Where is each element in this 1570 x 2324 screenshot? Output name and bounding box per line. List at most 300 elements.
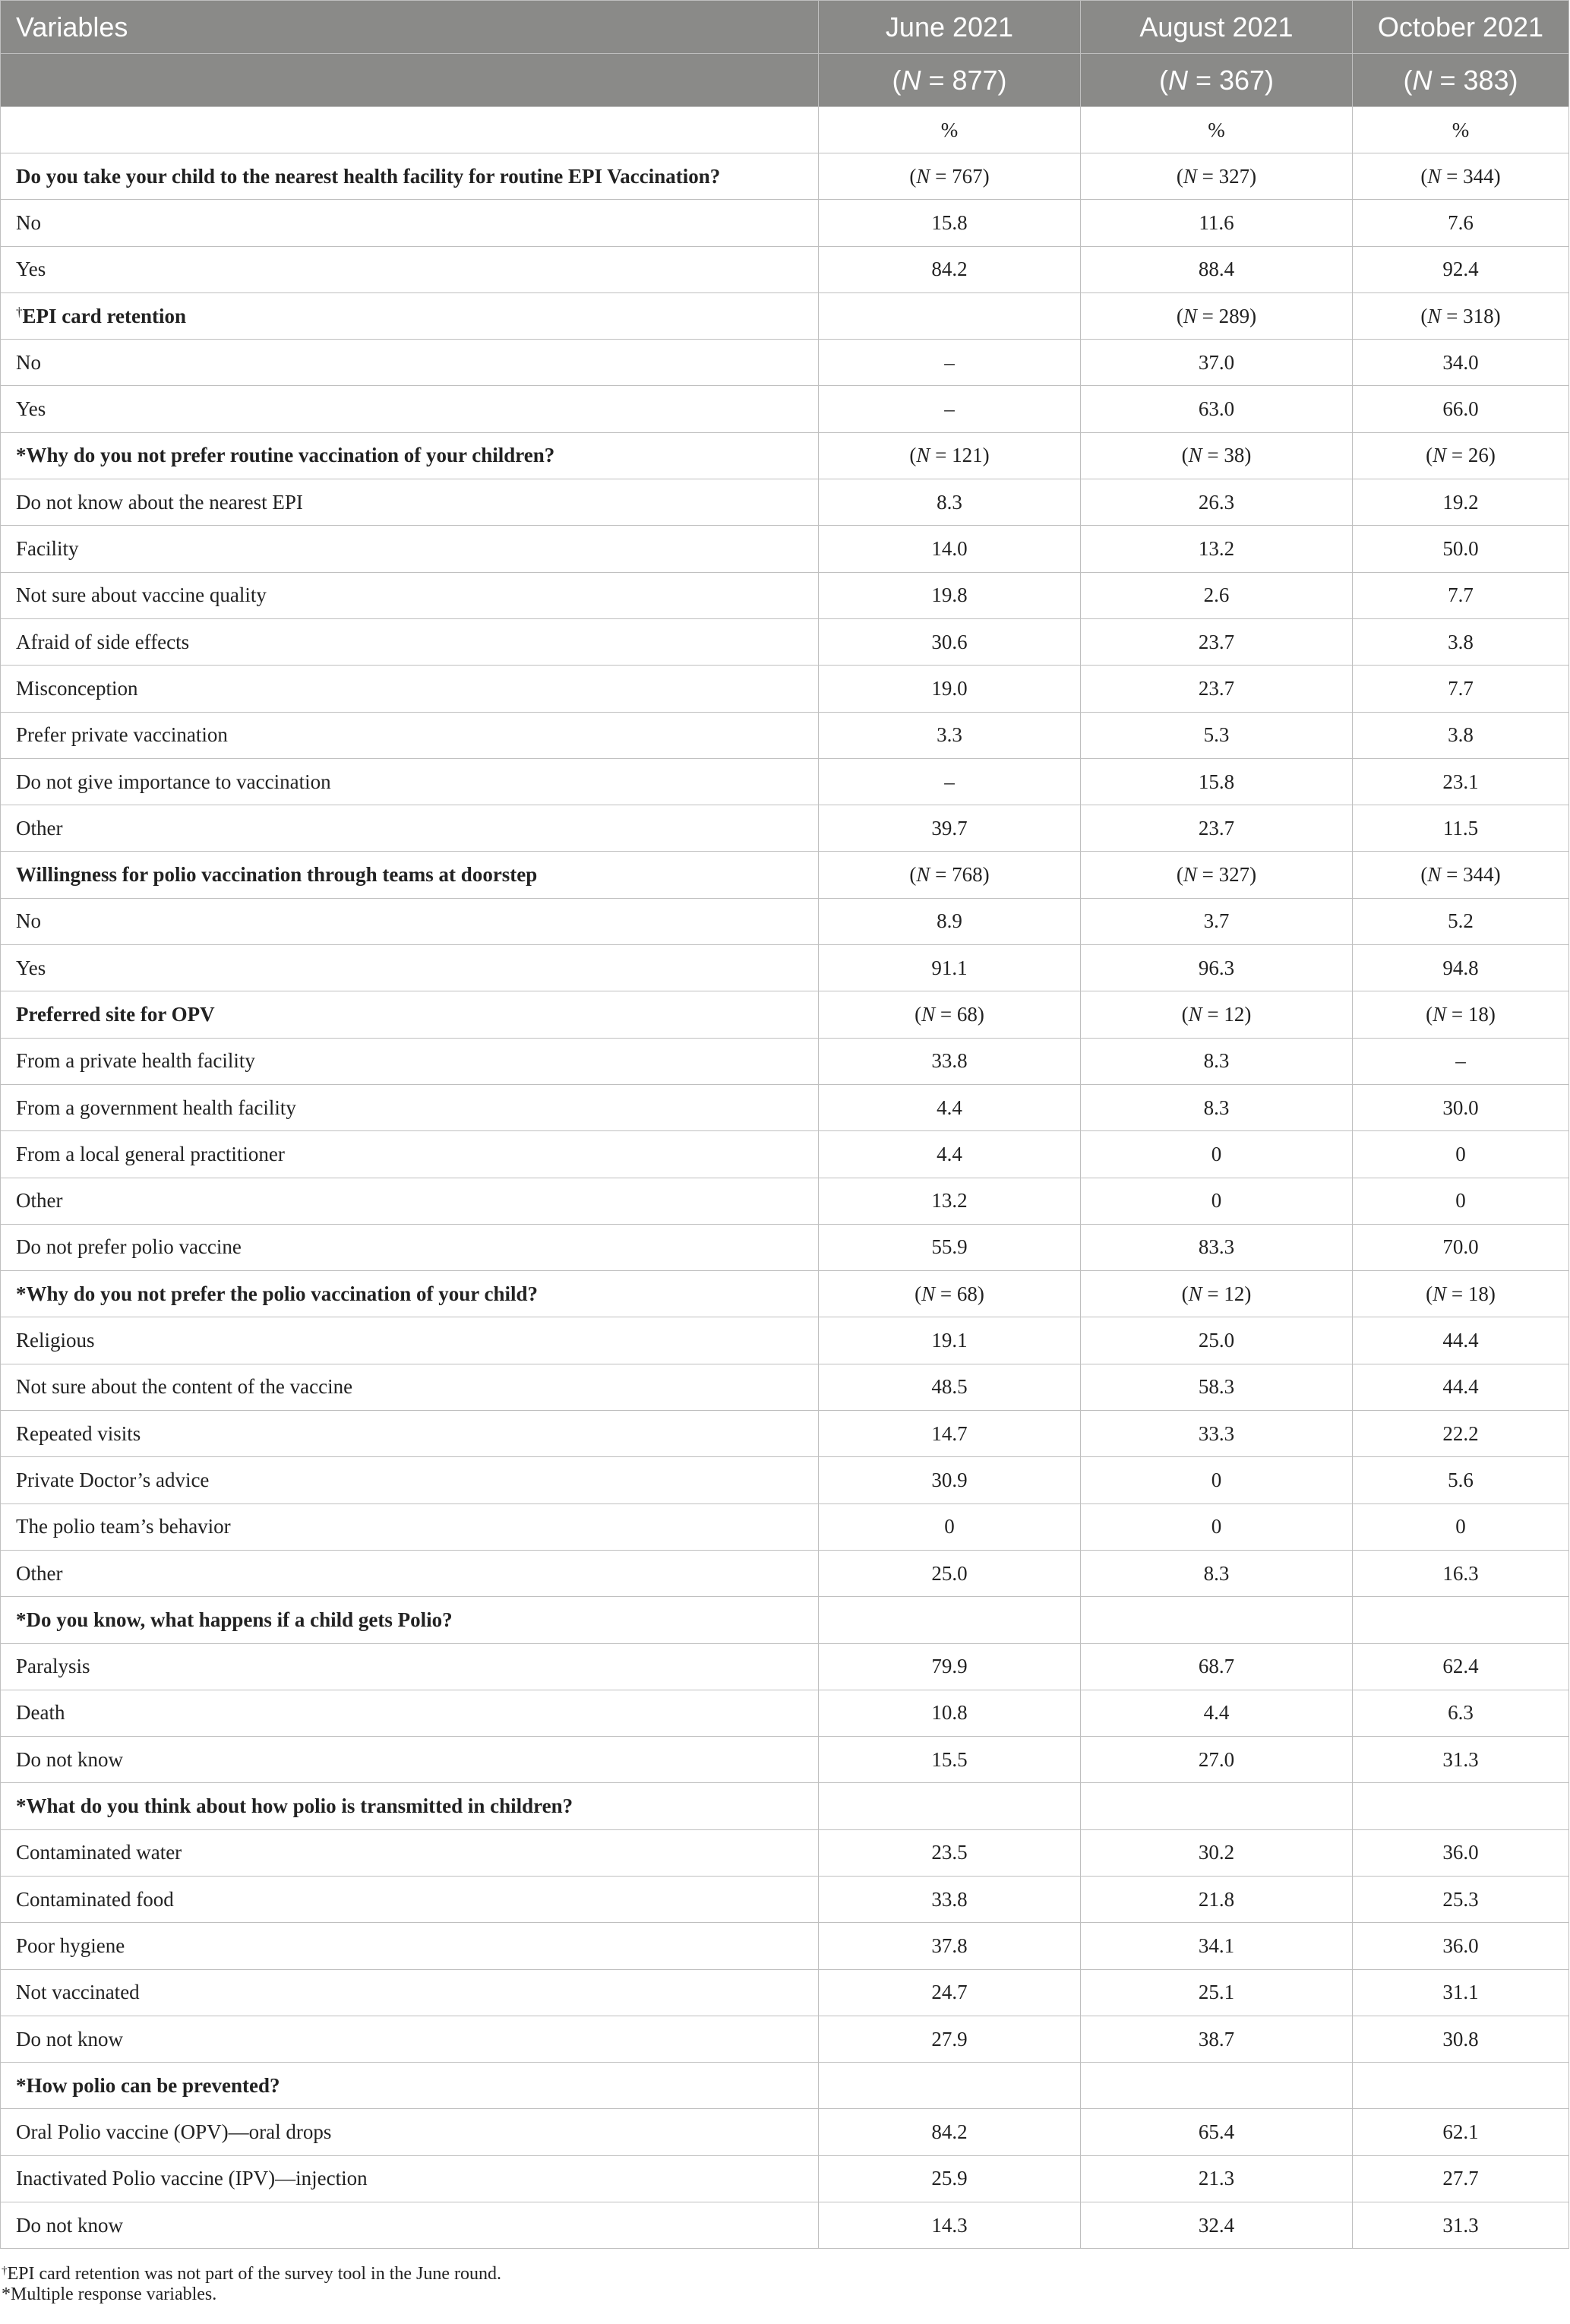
- value-cell-october: 31.3: [1353, 1737, 1569, 1783]
- table-row: [1, 618, 1569, 665]
- value-cell-august: 8.3: [1081, 1550, 1353, 1596]
- section-row: [1, 432, 1569, 479]
- row-label-text: Do not give importance to vaccination: [16, 770, 331, 793]
- value-cell-august: 33.3: [1081, 1411, 1353, 1457]
- row-label-text: Religious: [16, 1329, 95, 1352]
- value-cell-june: 25.9: [819, 2155, 1081, 2202]
- value-cell-october: 22.2: [1353, 1411, 1569, 1457]
- table-row: [1, 1364, 1569, 1410]
- sample-size-cell-june: (N = 121): [819, 432, 1081, 479]
- n-value: 12: [1224, 1282, 1245, 1305]
- n-value: 18: [1467, 1002, 1489, 1026]
- table-body: [1, 107, 1569, 2249]
- row-label: [1, 1923, 819, 1969]
- sample-size-cell-october: [1353, 1597, 1569, 1643]
- n-symbol: N: [1183, 863, 1197, 887]
- row-label-text: *Do you know, what happens if a child gets Polio?: [16, 1608, 453, 1631]
- n-value: 318: [1463, 304, 1494, 327]
- row-label-text: Other: [16, 1189, 63, 1213]
- value-cell-june: 37.8: [819, 1923, 1081, 1969]
- value-cell-june: 55.9: [819, 1224, 1081, 1270]
- table-row: [1, 200, 1569, 246]
- row-label: [1, 1364, 819, 1410]
- value-cell-june: 14.7: [819, 1411, 1081, 1457]
- value-cell-october: 30.8: [1353, 2016, 1569, 2062]
- value-cell-october: 50.0: [1353, 526, 1569, 572]
- value-cell-june: 0: [819, 1503, 1081, 1550]
- row-label: [1, 1690, 819, 1736]
- value-cell-august: 26.3: [1081, 479, 1353, 526]
- section-row: [1, 1271, 1569, 1317]
- table-row: [1, 1131, 1569, 1178]
- section-row: [1, 2063, 1569, 2109]
- row-label-text: Misconception: [16, 676, 138, 700]
- value-cell-august: 34.1: [1081, 1923, 1353, 1969]
- section-row: [1, 991, 1569, 1038]
- value-cell-june: 39.7: [819, 805, 1081, 852]
- row-label: [1, 1084, 819, 1130]
- table-row: [1, 898, 1569, 944]
- value-cell-october: 62.1: [1353, 2109, 1569, 2155]
- unit-cell-august: %: [1081, 107, 1353, 153]
- value-cell-october: –: [1353, 1038, 1569, 1084]
- row-label-text: Private Doctor’s advice: [16, 1468, 210, 1491]
- sample-size-cell-august: (N = 12): [1081, 1271, 1353, 1317]
- n-symbol: N: [1188, 1002, 1202, 1026]
- value-cell-august: 4.4: [1081, 1690, 1353, 1736]
- footnotes: [0, 2259, 1570, 2307]
- section-row: [1, 292, 1569, 339]
- row-label: [1, 526, 819, 572]
- value-cell-june: –: [819, 340, 1081, 386]
- value-cell-october: 92.4: [1353, 246, 1569, 292]
- row-label: [1, 1829, 819, 1876]
- value-cell-june: 3.3: [819, 712, 1081, 758]
- table-row: [1, 1829, 1569, 1876]
- value-cell-october: 36.0: [1353, 1923, 1569, 1969]
- value-cell-june: 48.5: [819, 1364, 1081, 1410]
- table-row: [1, 1503, 1569, 1550]
- value-cell-august: 8.3: [1081, 1084, 1353, 1130]
- n-value: 344: [1463, 164, 1494, 188]
- value-cell-august: 83.3: [1081, 1224, 1353, 1270]
- footnote-text: *Multiple response variables.: [2, 2284, 217, 2304]
- value-cell-october: 11.5: [1353, 805, 1569, 852]
- sample-size-cell-august: (N = 12): [1081, 991, 1353, 1038]
- row-label-text: No: [16, 210, 41, 234]
- n-symbol: N: [1183, 164, 1197, 188]
- value-cell-june: 24.7: [819, 1969, 1081, 2016]
- sample-size-june: (N = 877): [819, 54, 1081, 107]
- n-symbol: N: [1427, 164, 1442, 188]
- value-cell-june: 30.9: [819, 1457, 1081, 1503]
- n-symbol: N: [1183, 304, 1197, 327]
- value-cell-august: 21.8: [1081, 1876, 1353, 1922]
- value-cell-october: 23.1: [1353, 758, 1569, 805]
- table-row: [1, 1737, 1569, 1783]
- section-label: [1, 292, 819, 339]
- n-value: 327: [1218, 164, 1250, 188]
- value-cell-october: 34.0: [1353, 340, 1569, 386]
- sample-size-cell-august: [1081, 2063, 1353, 2109]
- value-cell-august: 2.6: [1081, 572, 1353, 618]
- table-row: [1, 666, 1569, 712]
- row-label: [1, 1876, 819, 1922]
- n-value: 68: [956, 1002, 978, 1026]
- header-row-sample-size: [1, 54, 1569, 107]
- row-label-text: Yes: [16, 397, 46, 421]
- row-label-text: No: [16, 909, 41, 933]
- row-label: [1, 340, 819, 386]
- n-symbol: N: [916, 444, 930, 467]
- row-label-text: Do not know: [16, 1747, 123, 1771]
- value-cell-october: 44.4: [1353, 1317, 1569, 1364]
- row-label: [1, 1224, 819, 1270]
- table-row: [1, 2202, 1569, 2249]
- value-cell-june: 30.6: [819, 618, 1081, 665]
- n-symbol: N: [1433, 1282, 1447, 1305]
- row-label: [1, 572, 819, 618]
- table-row: [1, 340, 1569, 386]
- sample-size-cell-october: (N = 318): [1353, 292, 1569, 339]
- section-label: [1, 432, 819, 479]
- row-label-text: Other: [16, 1561, 63, 1585]
- value-cell-august: 30.2: [1081, 1829, 1353, 1876]
- value-cell-august: 0: [1081, 1457, 1353, 1503]
- n-value: 38: [1224, 444, 1245, 467]
- row-label: [1, 618, 819, 665]
- row-label-text: Not vaccinated: [16, 1981, 140, 2004]
- value-cell-august: 25.0: [1081, 1317, 1353, 1364]
- table-row: [1, 805, 1569, 852]
- value-cell-august: 58.3: [1081, 1364, 1353, 1410]
- value-cell-june: 33.8: [819, 1038, 1081, 1084]
- row-label-text: From a private health facility: [16, 1049, 255, 1073]
- value-cell-august: 8.3: [1081, 1038, 1353, 1084]
- section-label: [1, 852, 819, 898]
- row-label-text: No: [16, 350, 41, 374]
- sample-size-cell-august: [1081, 1783, 1353, 1829]
- value-cell-august: 13.2: [1081, 526, 1353, 572]
- n-symbol: N: [1427, 863, 1442, 887]
- value-cell-october: 30.0: [1353, 1084, 1569, 1130]
- n-symbol: N: [916, 863, 930, 887]
- row-label: [1, 386, 819, 432]
- row-label-text: *Why do you not prefer routine vaccination of your children?: [16, 444, 555, 467]
- n-value: 289: [1218, 304, 1250, 327]
- sample-size-cell-october: (N = 18): [1353, 991, 1569, 1038]
- row-label-text: Do not know about the nearest EPI: [16, 490, 303, 514]
- column-header-june: June 2021: [819, 1, 1081, 54]
- value-cell-august: 68.7: [1081, 1643, 1353, 1690]
- value-cell-october: 66.0: [1353, 386, 1569, 432]
- row-label-text: Oral Polio vaccine (OPV)—oral drops: [16, 2120, 332, 2144]
- value-cell-october: 16.3: [1353, 1550, 1569, 1596]
- sample-size-cell-june: [819, 2063, 1081, 2109]
- n-symbol: N: [1188, 1282, 1202, 1305]
- value-cell-june: 4.4: [819, 1084, 1081, 1130]
- sample-size-cell-august: (N = 38): [1081, 432, 1353, 479]
- value-cell-october: 7.6: [1353, 200, 1569, 246]
- table-row: [1, 1643, 1569, 1690]
- row-label-text: Not sure about vaccine quality: [16, 583, 267, 607]
- value-cell-august: 63.0: [1081, 386, 1353, 432]
- value-cell-june: 33.8: [819, 1876, 1081, 1922]
- n-value: 767: [952, 164, 983, 188]
- value-cell-october: 5.6: [1353, 1457, 1569, 1503]
- value-cell-june: 4.4: [819, 1131, 1081, 1178]
- header-row-titles: [1, 1, 1569, 54]
- sample-size-cell-june: [819, 292, 1081, 339]
- row-label-text: Facility: [16, 537, 79, 561]
- table-row: [1, 1178, 1569, 1224]
- sample-size-cell-june: [819, 1597, 1081, 1643]
- row-label: [1, 2016, 819, 2062]
- row-label: [1, 1131, 819, 1178]
- value-cell-october: 27.7: [1353, 2155, 1569, 2202]
- row-label: [1, 805, 819, 852]
- row-label-text: Repeated visits: [16, 1421, 141, 1445]
- row-label-text: EPI card retention: [22, 304, 186, 327]
- value-cell-june: 25.0: [819, 1550, 1081, 1596]
- value-cell-august: 27.0: [1081, 1737, 1353, 1783]
- sample-size-cell-october: [1353, 1783, 1569, 1829]
- table-row: [1, 1317, 1569, 1364]
- row-label: [1, 1457, 819, 1503]
- row-label: [1, 898, 819, 944]
- sample-size-cell-october: (N = 344): [1353, 852, 1569, 898]
- table-row: [1, 1038, 1569, 1084]
- row-label-text: *How polio can be prevented?: [16, 2073, 280, 2097]
- row-label: [1, 1643, 819, 1690]
- value-cell-august: 3.7: [1081, 898, 1353, 944]
- section-label: [1, 153, 819, 200]
- table-row: [1, 1084, 1569, 1130]
- value-cell-june: 84.2: [819, 2109, 1081, 2155]
- value-cell-june: –: [819, 758, 1081, 805]
- unit-row-label: [1, 107, 819, 153]
- row-label-text: *What do you think about how polio is transmitted in children?: [16, 1794, 573, 1818]
- sample-size-cell-june: (N = 68): [819, 1271, 1081, 1317]
- row-label-text: Yes: [16, 956, 46, 979]
- row-label: [1, 1178, 819, 1224]
- row-label-text: Contaminated food: [16, 1887, 174, 1911]
- value-cell-october: 5.2: [1353, 898, 1569, 944]
- row-label-text: Do you take your child to the nearest health facility for routine EPI Vaccination?: [16, 164, 721, 188]
- value-cell-october: 19.2: [1353, 479, 1569, 526]
- n-value: 26: [1467, 444, 1489, 467]
- table-row: [1, 526, 1569, 572]
- n-value: 121: [952, 444, 983, 467]
- section-label: [1, 2063, 819, 2109]
- value-cell-august: 25.1: [1081, 1969, 1353, 2016]
- row-label: [1, 1969, 819, 2016]
- value-cell-october: 0: [1353, 1503, 1569, 1550]
- unit-cell-october: %: [1353, 107, 1569, 153]
- value-cell-august: 11.6: [1081, 200, 1353, 246]
- value-cell-june: 91.1: [819, 945, 1081, 991]
- row-label-text: Contaminated water: [16, 1841, 182, 1864]
- row-label: [1, 1737, 819, 1783]
- value-cell-august: 37.0: [1081, 340, 1353, 386]
- value-cell-august: 38.7: [1081, 2016, 1353, 2062]
- sample-size-cell-october: (N = 26): [1353, 432, 1569, 479]
- section-row: [1, 1783, 1569, 1829]
- row-label: [1, 712, 819, 758]
- sample-size-cell-august: [1081, 1597, 1353, 1643]
- value-cell-october: 36.0: [1353, 1829, 1569, 1876]
- table-row: [1, 572, 1569, 618]
- row-label-text: Do not prefer polio vaccine: [16, 1235, 242, 1259]
- value-cell-october: 3.8: [1353, 712, 1569, 758]
- row-label: [1, 666, 819, 712]
- value-cell-june: 15.5: [819, 1737, 1081, 1783]
- table-row: [1, 386, 1569, 432]
- section-label: [1, 991, 819, 1038]
- section-label: [1, 1271, 819, 1317]
- value-cell-june: 19.0: [819, 666, 1081, 712]
- value-cell-october: 31.1: [1353, 1969, 1569, 2016]
- sample-size-cell-october: (N = 18): [1353, 1271, 1569, 1317]
- table-row: [1, 1224, 1569, 1270]
- row-label: [1, 2155, 819, 2202]
- value-cell-october: 62.4: [1353, 1643, 1569, 1690]
- sample-size-cell-october: (N = 344): [1353, 153, 1569, 200]
- row-label: [1, 945, 819, 991]
- row-label-text: Do not know: [16, 2213, 123, 2237]
- n-symbol: N: [1188, 444, 1202, 467]
- variables-header: Variables: [1, 1, 819, 54]
- footnote-marker: †: [16, 304, 23, 319]
- row-label-text: From a local general practitioner: [16, 1142, 285, 1165]
- table-row: [1, 1690, 1569, 1736]
- sample-size-cell-october: [1353, 2063, 1569, 2109]
- table-header: [1, 1, 1569, 107]
- row-label-text: Not sure about the content of the vaccine: [16, 1375, 353, 1399]
- footnote-text: EPI card retention was not part of the survey tool in the June round.: [7, 2264, 502, 2284]
- value-cell-june: 27.9: [819, 2016, 1081, 2062]
- row-label-text: Yes: [16, 258, 46, 281]
- value-cell-october: 44.4: [1353, 1364, 1569, 1410]
- value-cell-october: 94.8: [1353, 945, 1569, 991]
- footnote: [0, 2259, 1570, 2283]
- table-row: [1, 1923, 1569, 1969]
- column-header-october: October 2021: [1353, 1, 1569, 54]
- sample-size-cell-august: (N = 327): [1081, 153, 1353, 200]
- value-cell-june: 19.1: [819, 1317, 1081, 1364]
- row-label-text: Poor hygiene: [16, 1934, 125, 1957]
- n-value: 344: [1463, 863, 1494, 887]
- row-label: [1, 1550, 819, 1596]
- value-cell-october: 7.7: [1353, 666, 1569, 712]
- table-row: [1, 945, 1569, 991]
- value-cell-august: 15.8: [1081, 758, 1353, 805]
- value-cell-june: 8.9: [819, 898, 1081, 944]
- table-row: [1, 2109, 1569, 2155]
- value-cell-june: 13.2: [819, 1178, 1081, 1224]
- row-label-text: *Why do you not prefer the polio vaccination of your child?: [16, 1282, 539, 1305]
- value-cell-june: 10.8: [819, 1690, 1081, 1736]
- row-label: [1, 246, 819, 292]
- n-symbol: N: [921, 1002, 936, 1026]
- table-row: [1, 1550, 1569, 1596]
- value-cell-august: 23.7: [1081, 805, 1353, 852]
- variables-header-blank: [1, 54, 819, 107]
- sample-size-cell-june: (N = 768): [819, 852, 1081, 898]
- table-row: [1, 1876, 1569, 1922]
- value-cell-october: 70.0: [1353, 1224, 1569, 1270]
- footnote: [0, 2283, 1570, 2307]
- sample-size-august: (N = 367): [1081, 54, 1353, 107]
- unit-row: [1, 107, 1569, 153]
- value-cell-june: 79.9: [819, 1643, 1081, 1690]
- table-row: [1, 1457, 1569, 1503]
- value-cell-october: 31.3: [1353, 2202, 1569, 2249]
- value-cell-june: –: [819, 386, 1081, 432]
- value-cell-june: 84.2: [819, 246, 1081, 292]
- value-cell-august: 65.4: [1081, 2109, 1353, 2155]
- row-label: [1, 2202, 819, 2249]
- row-label: [1, 1317, 819, 1364]
- sample-size-cell-june: [819, 1783, 1081, 1829]
- table-row: [1, 479, 1569, 526]
- unit-cell-june: %: [819, 107, 1081, 153]
- value-cell-august: 23.7: [1081, 618, 1353, 665]
- n-symbol: N: [916, 164, 930, 188]
- section-label: [1, 1783, 819, 1829]
- row-label-text: Paralysis: [16, 1655, 90, 1678]
- row-label: [1, 200, 819, 246]
- value-cell-august: 88.4: [1081, 246, 1353, 292]
- value-cell-june: 14.0: [819, 526, 1081, 572]
- n-symbol: N: [1433, 1002, 1447, 1026]
- column-header-august: August 2021: [1081, 1, 1353, 54]
- row-label-text: From a government health facility: [16, 1096, 296, 1119]
- value-cell-august: 0: [1081, 1131, 1353, 1178]
- value-cell-october: 7.7: [1353, 572, 1569, 618]
- table-row: [1, 1969, 1569, 2016]
- value-cell-august: 0: [1081, 1178, 1353, 1224]
- n-value: 768: [952, 863, 983, 887]
- sample-size-cell-august: (N = 327): [1081, 852, 1353, 898]
- row-label: [1, 758, 819, 805]
- row-label-text: Other: [16, 816, 63, 839]
- sample-size-october: (N = 383): [1353, 54, 1569, 107]
- table-row: [1, 246, 1569, 292]
- value-cell-august: 32.4: [1081, 2202, 1353, 2249]
- section-row: [1, 852, 1569, 898]
- value-cell-august: 21.3: [1081, 2155, 1353, 2202]
- value-cell-august: 96.3: [1081, 945, 1353, 991]
- value-cell-june: 23.5: [819, 1829, 1081, 1876]
- row-label-text: Inactivated Polio vaccine (IPV)—injection: [16, 2167, 368, 2190]
- table-row: [1, 2016, 1569, 2062]
- section-row: [1, 153, 1569, 200]
- n-value: 18: [1467, 1282, 1489, 1305]
- table-row: [1, 1411, 1569, 1457]
- row-label: [1, 1503, 819, 1550]
- table-row: [1, 758, 1569, 805]
- value-cell-august: 5.3: [1081, 712, 1353, 758]
- row-label: [1, 479, 819, 526]
- row-label-text: Afraid of side effects: [16, 630, 190, 653]
- value-cell-october: 0: [1353, 1131, 1569, 1178]
- n-value: 327: [1218, 863, 1250, 887]
- value-cell-august: 0: [1081, 1503, 1353, 1550]
- n-value: 68: [956, 1282, 978, 1305]
- value-cell-june: 19.8: [819, 572, 1081, 618]
- row-label-text: Death: [16, 1701, 65, 1725]
